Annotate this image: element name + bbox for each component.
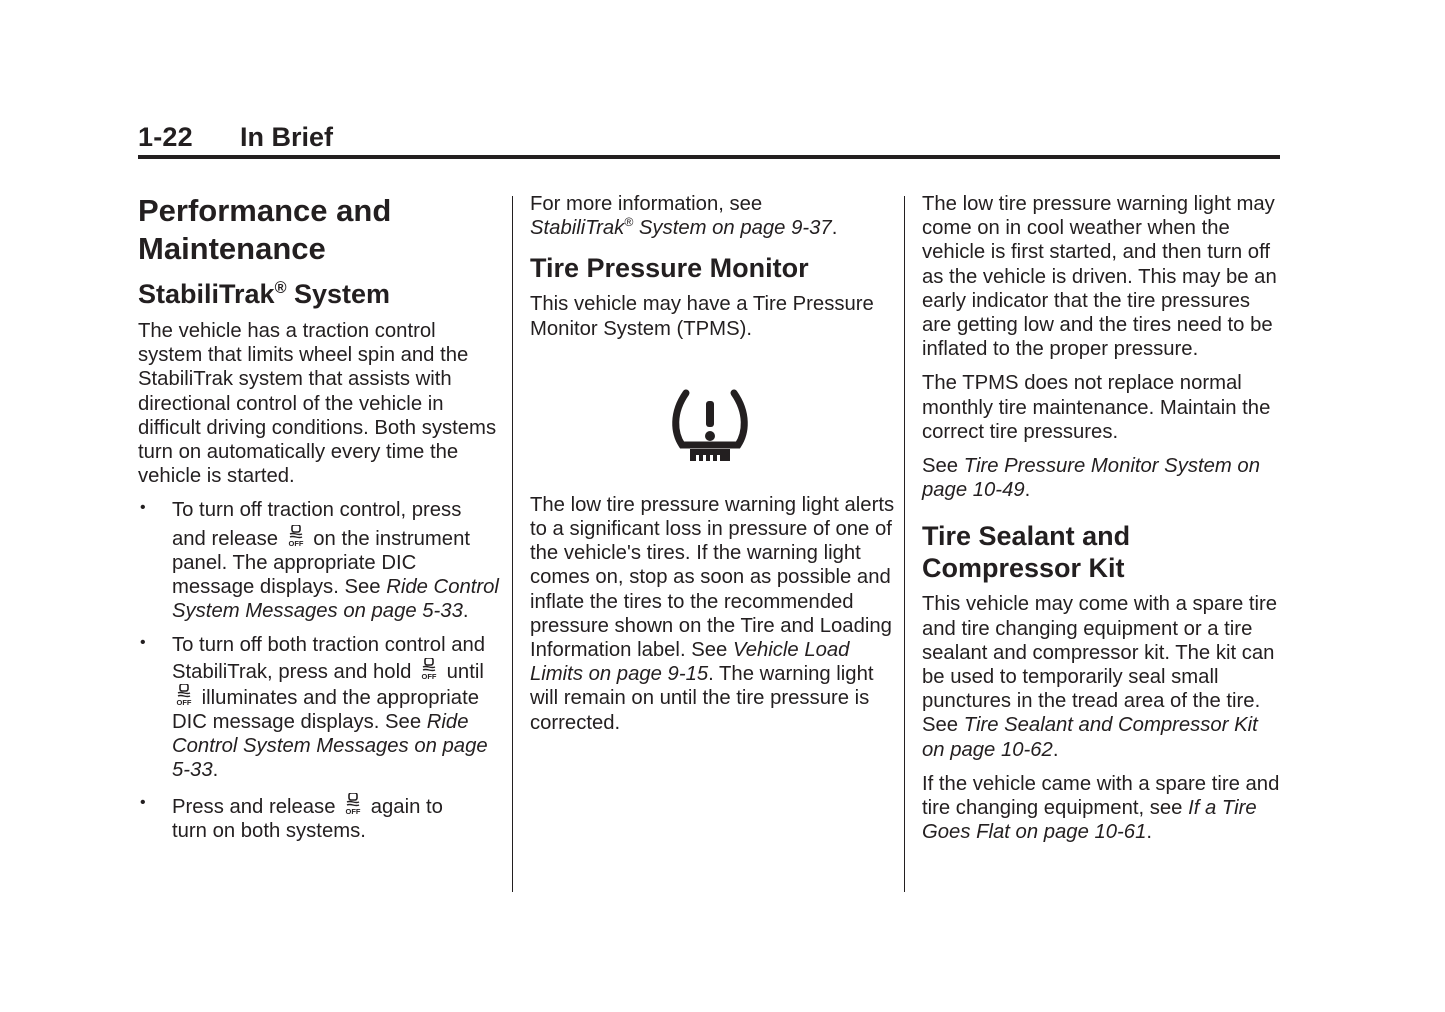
traction-control-off-icon — [419, 658, 439, 680]
tpms-heading: Tire Pressure Monitor — [530, 253, 809, 284]
cross-reference: Tire Sealant and Compressor Kit on page 10-62 — [922, 714, 1258, 761]
heading-line-2: Maintenance — [138, 231, 326, 266]
more-info — [530, 192, 896, 240]
paragraph-text: See — [922, 455, 964, 478]
punctuation: . — [831, 217, 838, 240]
bullet-text: turn on both systems. — [172, 819, 366, 842]
heading-text-rest: System — [286, 279, 391, 309]
link-text: StabiliTrak — [530, 217, 625, 240]
bullet: • — [140, 793, 146, 811]
bullet-text: To turn off both traction control and StabiliTrak, press and hold — [172, 634, 486, 683]
registered-mark: ® — [624, 215, 634, 230]
bullet-text: on the instrument panel. The appropriate DIC message displays. See — [172, 527, 470, 599]
punctuation: . — [462, 600, 469, 623]
list-item — [138, 633, 500, 782]
paragraph — [922, 454, 1284, 502]
stabilitrak-intro: The vehicle has a traction control system that limits wheel spin and the StabiliTrak system that assists with directional control of the vehicle in difficult driving conditions. Both systems turn on automatically every time the vehicle is started. — [138, 320, 497, 488]
cross-reference — [530, 217, 832, 239]
punctuation: . — [1024, 479, 1031, 502]
traction-control-off-icon — [343, 793, 363, 815]
paragraph: The TPMS does not replace normal monthly tire maintenance. Maintain the correct tire pressures. — [922, 372, 1271, 443]
instructions-list — [138, 498, 500, 843]
bullet: • — [140, 499, 146, 517]
sealant-heading: Tire Sealant and Compressor Kit — [922, 521, 1131, 584]
cross-reference: Vehicle Load Limits on page 9-15 — [530, 639, 850, 686]
bullet-text: again to — [370, 795, 443, 818]
paragraph-text: This vehicle may come with a spare tire and tire changing equipment or a tire sealant and compressor kit. The kit can be used to temporarily seal small punctures in the tread area of the tire. See — [922, 593, 1278, 737]
tpms-warning — [530, 493, 896, 735]
column-divider — [512, 196, 513, 892]
bullet-text: To turn off traction control, press — [172, 499, 462, 522]
page-number: 1-22 — [138, 122, 193, 152]
column-divider — [904, 196, 905, 892]
list-item — [138, 793, 500, 843]
paragraph — [922, 772, 1284, 845]
bullet: • — [140, 634, 146, 652]
section-title: In Brief — [240, 122, 334, 152]
svg-text:OFF: OFF — [176, 697, 192, 706]
cross-reference: Tire Pressure Monitor System on page 10-49 — [922, 455, 1260, 502]
column-left — [138, 192, 500, 853]
cross-reference: If a Tire Goes Flat on page 10-61 — [922, 797, 1257, 844]
tire-pressure-warning-icon — [670, 387, 750, 467]
svg-text:OFF: OFF — [421, 671, 437, 680]
cross-reference: Ride Control System Messages on page 5-33 — [172, 711, 488, 782]
paragraph-text: If the vehicle came with a spare tire and tire changing equipment, see — [922, 772, 1280, 820]
svg-text:OFF: OFF — [288, 538, 304, 547]
list-item — [138, 498, 500, 623]
bullet-text: until — [446, 660, 484, 683]
punctuation: . — [212, 759, 219, 782]
paragraph: The low tire pressure warning light may come on in cool weather when the vehicle is first started, and then turn off as the vehicle is driven. This may be an early indicator that the tire pressures are getting low and the tires need to be inflated to the proper pressure. — [922, 193, 1277, 361]
svg-text:OFF: OFF — [345, 806, 361, 815]
page-header — [138, 122, 1280, 162]
cross-reference: Ride Control System Messages on page 5-33 — [172, 576, 499, 623]
heading-line-1: Performance and — [138, 193, 392, 228]
link-text-rest: System on page 9-37 — [633, 217, 832, 240]
punctuation: . — [1052, 738, 1059, 761]
section-heading — [138, 192, 500, 268]
heading-text: StabiliTrak — [138, 279, 275, 309]
punctuation: . — [1146, 821, 1153, 844]
more-info-text: For more information, see — [530, 193, 763, 215]
column-middle — [530, 192, 896, 745]
stabilitrak-heading — [138, 278, 500, 311]
header-rule — [138, 155, 1280, 159]
paragraph — [922, 592, 1284, 761]
warning-text-end: . The warning light will remain on until the tire pressure is corrected. — [530, 663, 874, 734]
bullet-text: and release — [172, 527, 278, 550]
bullet-text: illuminates and the appropriate DIC message displays. See — [172, 686, 479, 734]
tpms-figure — [530, 351, 896, 493]
bullet-text: Press and release — [172, 795, 336, 818]
column-right — [922, 192, 1284, 854]
warning-text: The low tire pressure warning light alerts to a significant loss in pressure of one of the vehicle's tires. If the warning light comes on, stop as soon as possible and inflate the tires to the recommended pressure shown on the Tire and Loading Information label. See — [530, 493, 895, 662]
tpms-intro: This vehicle may have a Tire Pressure Monitor System (TPMS). — [530, 293, 874, 340]
traction-control-off-icon — [174, 684, 194, 706]
traction-control-off-icon — [286, 525, 306, 547]
registered-mark: ® — [274, 279, 287, 297]
